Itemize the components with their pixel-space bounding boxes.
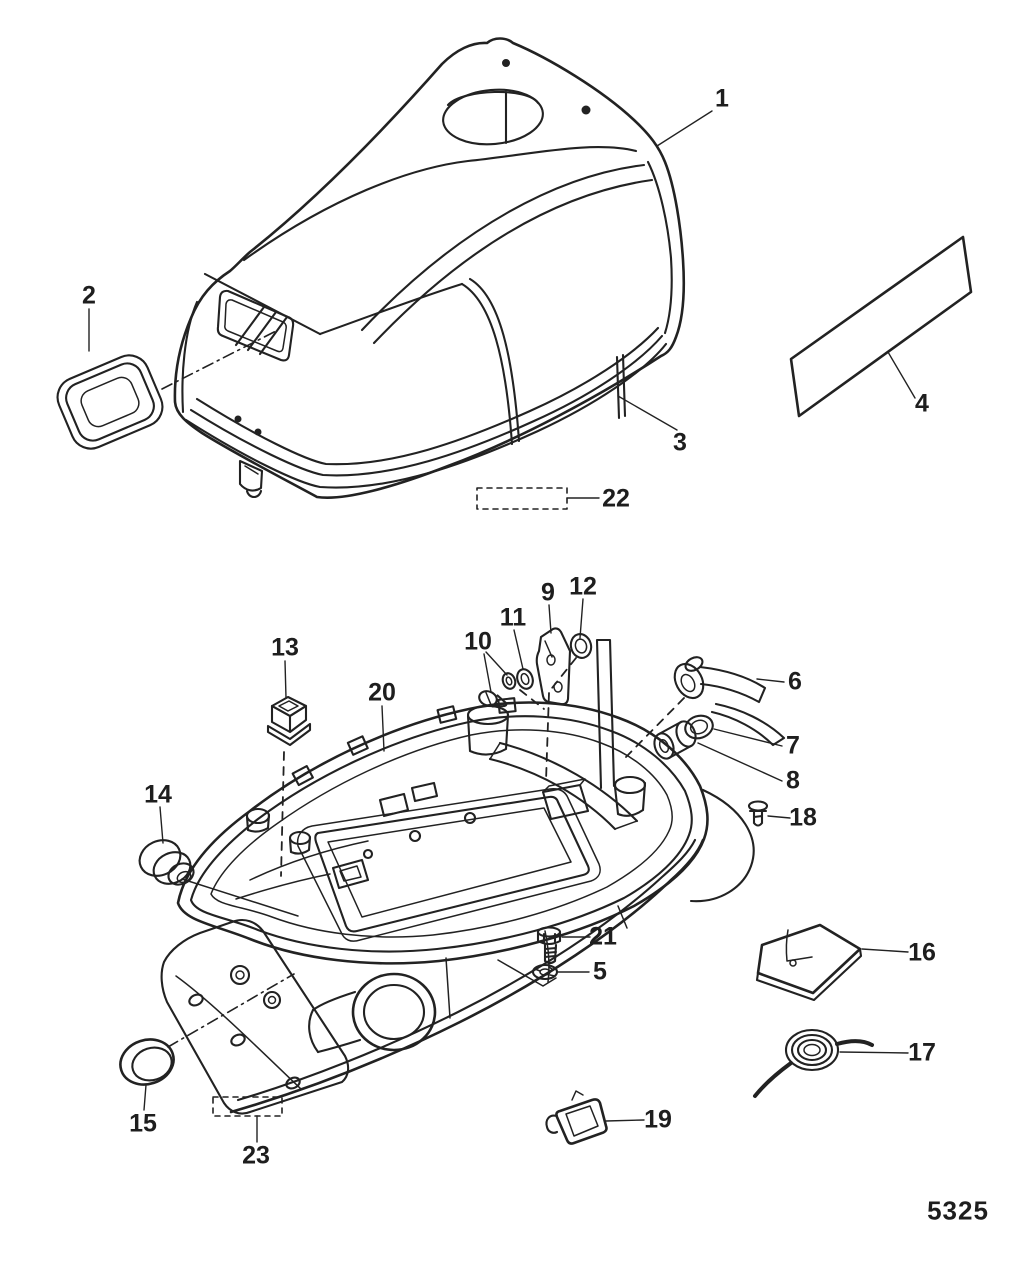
- ring-drawing-7: [682, 712, 715, 742]
- latch-drawing-19: [546, 1091, 606, 1144]
- bottom-cowl-drawing: [162, 640, 754, 1114]
- figure-number: 5325: [927, 1195, 989, 1226]
- callout-10: 10: [464, 627, 492, 656]
- callout-18: 18: [789, 803, 817, 832]
- callout-5: 5: [593, 957, 607, 986]
- decal-drawing: [791, 237, 971, 416]
- callout-15: 15: [129, 1109, 157, 1138]
- callout-8: 8: [786, 766, 800, 795]
- rivet-drawing-18: [749, 802, 767, 826]
- callout-7: 7: [786, 731, 800, 760]
- callout-19: 19: [644, 1105, 672, 1134]
- coil-spring-drawing-17: [755, 1030, 872, 1096]
- screw-hole-dot: [582, 106, 591, 115]
- screw-drawing-10: [477, 689, 508, 712]
- callout-22: 22: [602, 484, 630, 513]
- callout-23: 23: [242, 1141, 270, 1170]
- callout-2: 2: [82, 281, 96, 310]
- screw-hole-dot: [502, 59, 510, 67]
- washer-drawing-5: [533, 965, 557, 979]
- washer-drawing-10: [501, 671, 518, 690]
- callout-9: 9: [541, 578, 555, 607]
- bracket-drawing-9: [537, 628, 570, 704]
- callout-1: 1: [715, 84, 729, 113]
- decal-box-22: [477, 488, 567, 509]
- callout-13: 13: [271, 633, 299, 662]
- callout-4: 4: [915, 389, 929, 418]
- callout-16: 16: [908, 938, 936, 967]
- callout-3: 3: [673, 428, 687, 457]
- callout-14: 14: [144, 780, 172, 809]
- callout-12: 12: [569, 572, 597, 601]
- top-cowl-drawing: [175, 39, 684, 498]
- callout-11: 11: [499, 603, 527, 632]
- plug-drawing-15: [115, 1033, 180, 1092]
- bottom-cowl-seal-band: [186, 328, 666, 488]
- pad-drawing-16: [757, 925, 861, 1000]
- clip-drawing-13: [268, 697, 310, 745]
- callout-21: 21: [589, 922, 617, 951]
- front-grommet-drawing: [51, 349, 168, 455]
- callout-17: 17: [908, 1038, 936, 1067]
- washer-drawing-11: [515, 667, 536, 691]
- grommet-drawing-12: [568, 632, 594, 660]
- callout-20: 20: [368, 678, 396, 707]
- callout-6: 6: [788, 667, 802, 696]
